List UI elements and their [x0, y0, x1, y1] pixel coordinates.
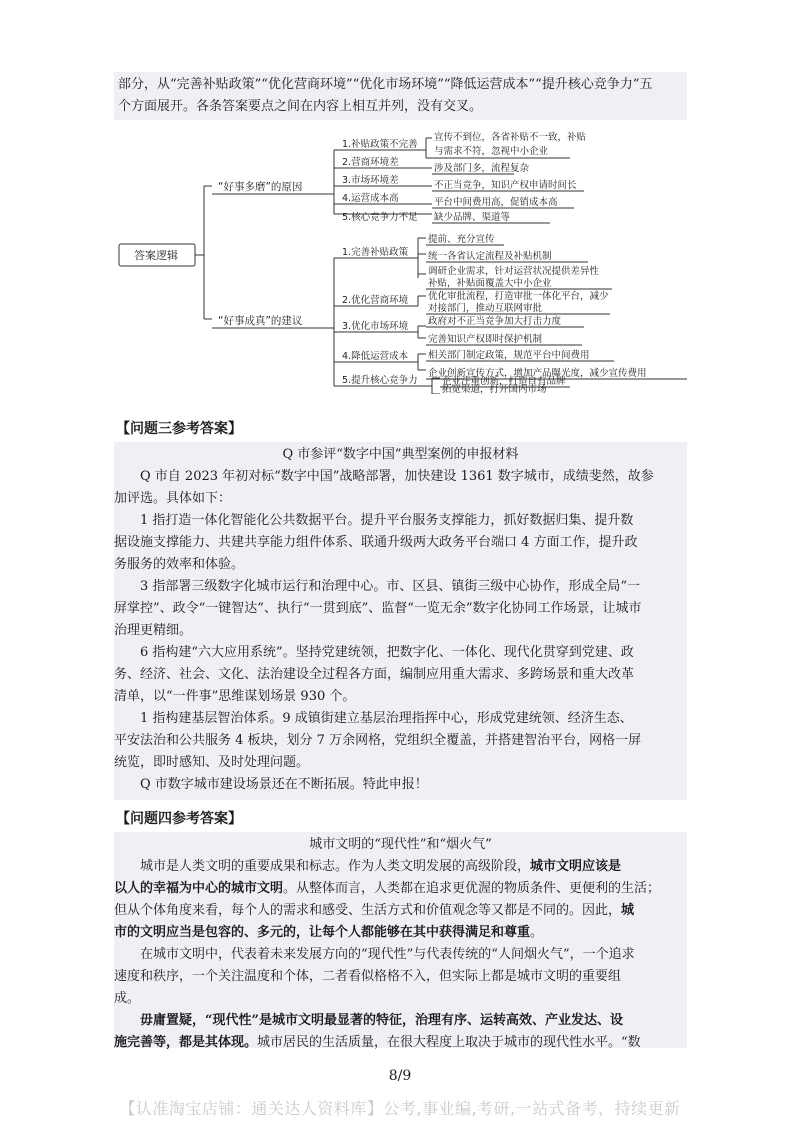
q4-line: 速度和秩序，一个关注温度和个体，二者看似格格不入，但实际上都是城市文明的重要组: [114, 969, 622, 984]
intro-line: 部分，从“完善补贴政策”“优化营商环境”“优化市场环境”“降低运营成本”“提升核心竞争力”五: [118, 77, 653, 92]
mindmap-detail: 与需求不符，忽视中小企业: [434, 146, 549, 157]
mindmap-branch-label: “好事多磨”的原因: [218, 181, 303, 193]
mindmap-detail: 不正当竞争，知识产权申请时间长: [434, 180, 577, 191]
mindmap-detail: 缺少品牌、渠道等: [434, 212, 511, 223]
q3-line: 平安法治和公共服务 4 板块，划分 7 万余网格，党组织全覆盖，并搭建智治平台，网格一屏: [114, 733, 642, 748]
q3-line: 据设施支撑能力、共建共享能力组件体系、联通升级两大政务平台端口 4 方面工作，提升政: [114, 535, 638, 550]
mindmap-branch-label: “好事成真”的建议: [218, 315, 303, 327]
mindmap-root-label: 答案逻辑: [134, 249, 178, 262]
mindmap-detail: 调研企业需求，针对运营状况提供差异性: [428, 266, 600, 277]
mindmap-detail: 优化审批流程，打造审批一体化平台，减少: [428, 291, 609, 302]
q3-line: 治理更精细。: [114, 623, 193, 638]
q4-line: 在城市文明中，代表着未来发展方向的“现代性”与代表传统的“人间烟火气”，一个追求: [140, 947, 635, 962]
intro-block: [114, 72, 687, 120]
q3-line: 1 指打造一体化智能化公共数据平台。提升平台服务支撑能力，抓好数据归集、提升数: [140, 513, 634, 528]
question4-heading: 【问题四参考答案】: [116, 811, 242, 827]
q4-line: 市的文明应当是包容的、多元的，让每个人都能够在其中获得满足和尊重。: [114, 925, 544, 940]
q4-title: 城市文明的“现代性”和“烟火气”: [309, 837, 492, 852]
question3-heading: 【问题三参考答案】: [116, 421, 242, 437]
q3-line: 清单，以“一件事”思维谋划场景 930 个。: [114, 689, 356, 704]
mindmap-detail: 补贴，补贴面覆盖大中小企业: [428, 278, 552, 289]
mindmap-item: 1.完善补贴政策: [342, 247, 409, 258]
q4-line: 但从个体角度来看，每个人的需求和感受、生活方式和价值观念等又都是不同的。因此，城: [114, 903, 635, 918]
answer-logic-mindmap: [114, 124, 687, 394]
mindmap-item: 3.优化市场环境: [342, 321, 409, 332]
mindmap-item: 5.核心竞争力不足: [342, 212, 418, 223]
mindmap-detail: 企业注重创新，打造自有品牌: [442, 376, 566, 387]
q3-line: 务服务的效率和体验。: [114, 557, 245, 572]
q3-title: Q 市参评“数字中国”典型案例的申报材料: [282, 447, 519, 462]
q4-line: 毋庸置疑，“现代性”是城市文明最显著的特征，治理有序、运转高效、产业发达、设: [140, 1013, 623, 1028]
mindmap-detail: 宣传不到位，各省补贴不一致，补贴: [434, 132, 587, 143]
intro-line: 个方面展开。各条答案要点之间在内容上相互并列，没有交叉。: [118, 99, 483, 114]
q4-line: 成。: [114, 991, 141, 1006]
q4-line: 以人的幸福为中心的城市文明。从整体而言，人类都在追求更优渥的物质条件、更便利的生活；: [114, 881, 661, 896]
mindmap-item: 2.优化营商环境: [342, 295, 409, 306]
q3-line: 务、经济、社会、文化、法治建设全过程各方面，编制应用重大需求、多跨场景和重大改革: [114, 667, 635, 682]
question4-answer: [114, 832, 687, 1048]
mindmap-detail: 提前、充分宣传: [428, 234, 495, 245]
page-number: 8/9: [388, 1068, 412, 1084]
q4-line: 城市是人类文明的重要成果和标志。作为人类文明发展的高级阶段，城市文明应该是: [140, 859, 622, 874]
mindmap-detail: 对接部门，推动互联网审批: [428, 303, 543, 314]
mindmap-item: 1.补贴政策不完善: [342, 139, 418, 150]
q3-line: 3 指部署三级数字化城市运行和治理中心。市、区县、镇街三级中心协作，形成全局“一: [140, 579, 641, 594]
mindmap-item: 5.提升核心竞争力: [342, 375, 418, 386]
q3-line: 加评选。具体如下：: [114, 491, 232, 506]
mindmap-detail: 政府对不正当竞争加大打击力度: [428, 316, 562, 327]
mindmap-item: 2.营商环境差: [342, 157, 399, 168]
mindmap-detail: 统一各省认定流程及补贴机制: [428, 251, 552, 262]
mindmap-item: 4.降低运营成本: [342, 351, 409, 362]
q3-line: 统览，即时感知、及时处理问题。: [114, 755, 310, 770]
q3-line: 1 指构建基层智治体系。9 成镇街建立基层治理指挥中心，形成党建统领、经济生态、: [140, 711, 633, 726]
q4-line: 施完善等，都是其体现。城市居民的生活质量，在很大程度上取决于城市的现代性水平。“数: [114, 1035, 641, 1050]
q3-line: Q 市自 2023 年初对标“数字中国”战略部署，加快建设 1361 数字城市，成绩斐然，故参: [140, 469, 654, 484]
watermark: 【认准淘宝店铺：通关达人资料库】公考,事业编,考研,一站式备考，持续更新: [119, 1099, 681, 1118]
q3-line: 屏掌控”、政令“一键智达”、执行“一贯到底”、监督“一览无余”数字化协同工作场景，让城市: [114, 601, 642, 616]
mindmap-detail: 相关部门制定政策，规范平台中间费用: [428, 350, 590, 361]
mindmap-detail: 拓宽渠道，打开国内市场: [442, 384, 547, 394]
question3-answer: [114, 442, 687, 800]
mindmap-item: 3.市场环境差: [342, 175, 399, 186]
mindmap-detail: 企业创新宣传方式，增加产品曝光度，减少宣传费用: [428, 368, 647, 379]
mindmap-detail: 完善知识产权即时保护机制: [428, 334, 543, 345]
q3-line: 6 指构建“六大应用系统”。坚持党建统领，把数字化、一体化、现代化贯穿到党建、政: [140, 645, 634, 660]
q3-line: Q 市数字城市建设场景还在不断拓展。特此申报！: [140, 777, 428, 792]
mindmap-item: 4.运营成本高: [342, 193, 399, 204]
mindmap-detail: 平台中间费用高，促销成本高: [434, 197, 558, 208]
mindmap-detail: 涉及部门多，流程复杂: [434, 163, 530, 174]
